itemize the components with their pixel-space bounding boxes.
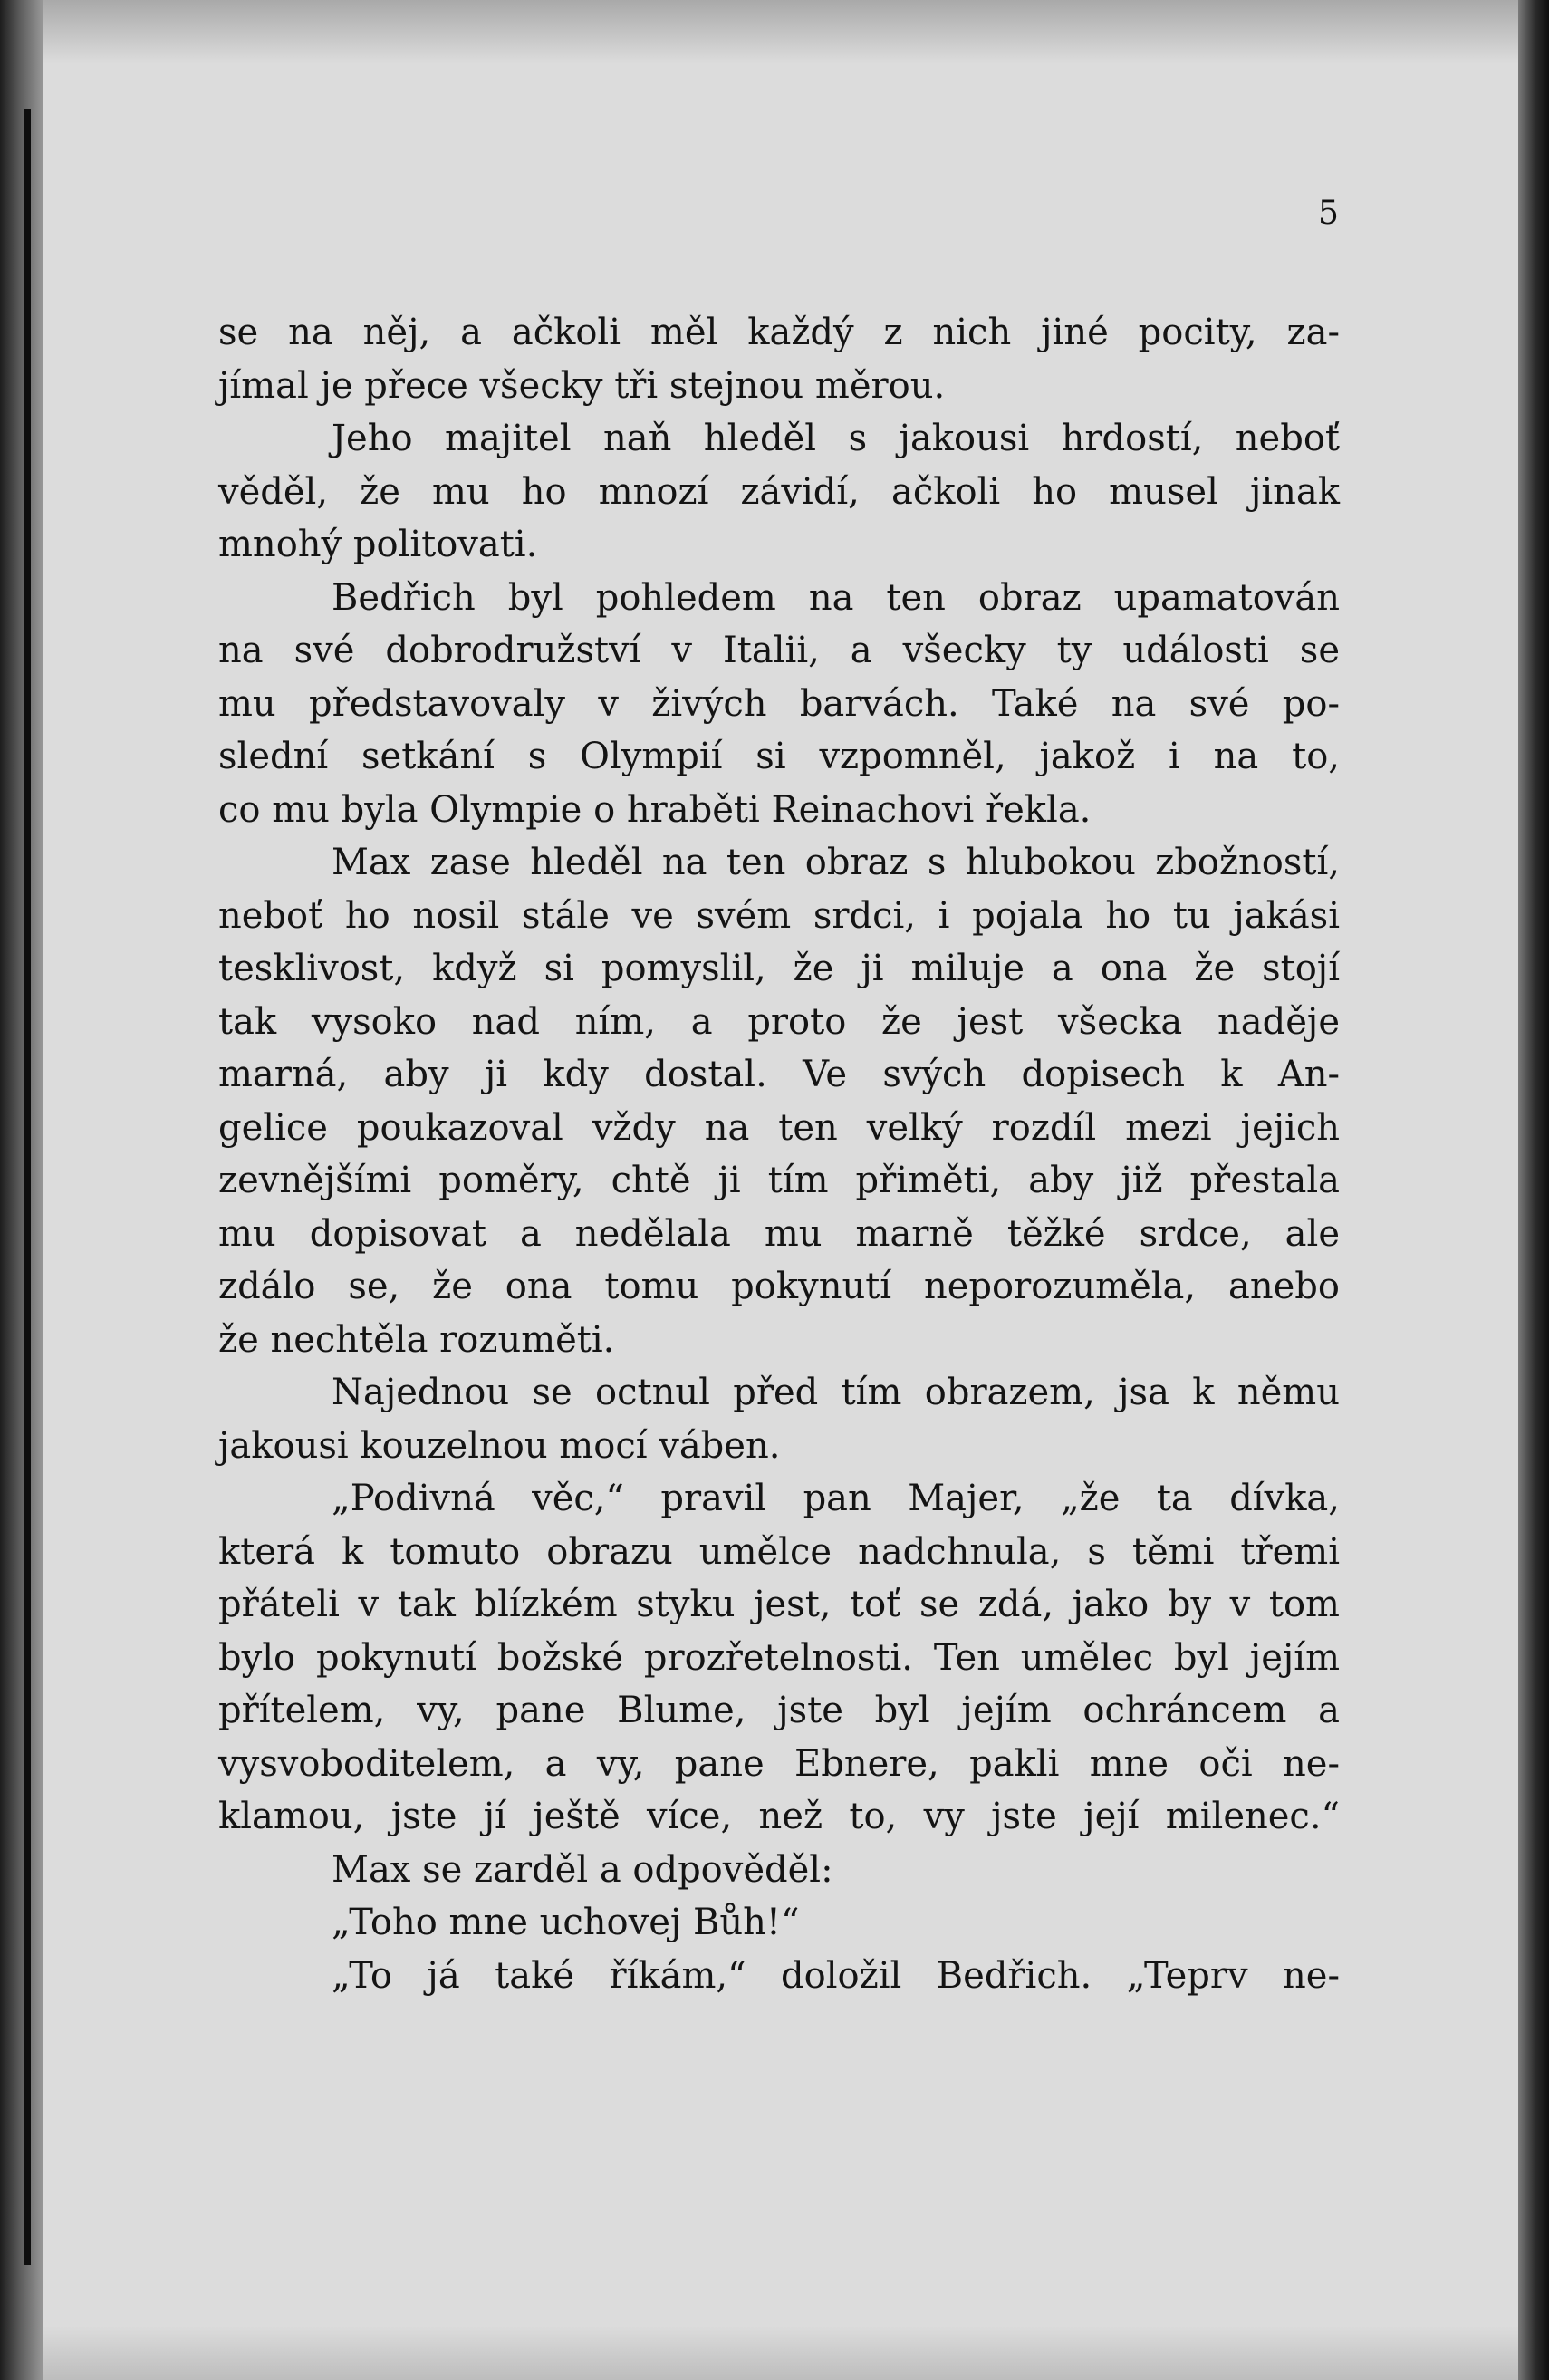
text-line: co mu byla Olympie o hraběti Reinachovi řekla. bbox=[218, 788, 1092, 831]
page-top-shadow bbox=[43, 0, 1518, 63]
text-line: která k tomuto obrazu umělce nadchnula, s těmi třemi bbox=[218, 1530, 1340, 1573]
text-line: klamou, jste jí ještě více, než to, vy jste její milenec.“ bbox=[218, 1796, 1340, 1837]
text-line: jímal je přece všecky tři stejnou měrou. bbox=[218, 364, 946, 407]
text-line: zdálo se, že ona tomu pokynutí neporozuměla, anebo bbox=[218, 1266, 1340, 1307]
text-line: Jeho majitel naň hleděl s jakousi hrdostí, neboť bbox=[332, 418, 1340, 459]
text-line: slední setkání s Olympií si vzpomněl, jakož i na to, bbox=[218, 736, 1340, 777]
text-line: přáteli v tak blízkém styku jest, toť se zdá, jako by v tom bbox=[218, 1584, 1340, 1625]
text-line: Max zase hleděl na ten obraz s hlubokou zbožností, bbox=[332, 842, 1340, 883]
page-number: 5 bbox=[1318, 195, 1339, 232]
text-line: mnohý politovati. bbox=[218, 524, 538, 565]
book-binding-edge bbox=[0, 0, 43, 2380]
body-text bbox=[218, 306, 1340, 2002]
text-line: přítelem, vy, pane Blume, jste byl jejím ochráncem a bbox=[218, 1690, 1340, 1731]
text-line: gelice poukazoval vždy na ten velký rozdíl mezi jejich bbox=[218, 1106, 1340, 1149]
text-line: že nechtěla rozuměti. bbox=[218, 1318, 615, 1361]
text-line: „Toho mne uchovej Bůh!“ bbox=[332, 1902, 800, 1943]
text-line: vysvoboditelem, a vy, pane Ebnere, pakli mne oči ne- bbox=[218, 1742, 1340, 1785]
page-right-edge bbox=[1518, 0, 1549, 2380]
text-line: mu představovaly v živých barvách. Také na své po- bbox=[218, 682, 1340, 725]
text-line: „Podivná věc,“ pravil pan Majer, „že ta dívka, bbox=[332, 1478, 1340, 1519]
text-line: na své dobrodružství v Italii, a všecky ty události se bbox=[218, 630, 1340, 671]
text-line: Max se zarděl a odpověděl: bbox=[332, 1848, 833, 1891]
binding-rule bbox=[24, 109, 31, 2265]
text-line: jakousi kouzelnou mocí váben. bbox=[218, 1424, 781, 1467]
text-line: tesklivost, když si pomyslil, že ji miluje a ona že stojí bbox=[218, 948, 1340, 989]
text-line: bylo pokynutí božské prozřetelnosti. Ten umělec byl jejím bbox=[218, 1636, 1340, 1679]
text-line: Najednou se octnul před tím obrazem, jsa k němu bbox=[332, 1372, 1340, 1413]
text-line: se na něj, a ačkoli měl každý z nich jiné pocity, za- bbox=[218, 312, 1340, 353]
text-line: zevnějšími poměry, chtě ji tím přiměti, aby již přestala bbox=[218, 1160, 1340, 1201]
page-bottom-shadow bbox=[43, 2326, 1518, 2380]
text-line: neboť ho nosil stále ve svém srdci, i pojala ho tu jakási bbox=[218, 894, 1340, 937]
text-line: tak vysoko nad ním, a proto že jest všecka naděje bbox=[218, 1000, 1340, 1043]
text-line: marná, aby ji kdy dostal. Ve svých dopisech k An- bbox=[218, 1054, 1340, 1095]
text-line: Bedřich byl pohledem na ten obraz upamatován bbox=[332, 576, 1340, 619]
text-line: věděl, že mu ho mnozí závidí, ačkoli ho musel jinak bbox=[218, 470, 1340, 513]
text-line: „To já také říkám,“ doložil Bedřich. „Teprv ne- bbox=[332, 1954, 1340, 1997]
text-line: mu dopisovat a nedělala mu marně těžké srdce, ale bbox=[218, 1212, 1340, 1255]
